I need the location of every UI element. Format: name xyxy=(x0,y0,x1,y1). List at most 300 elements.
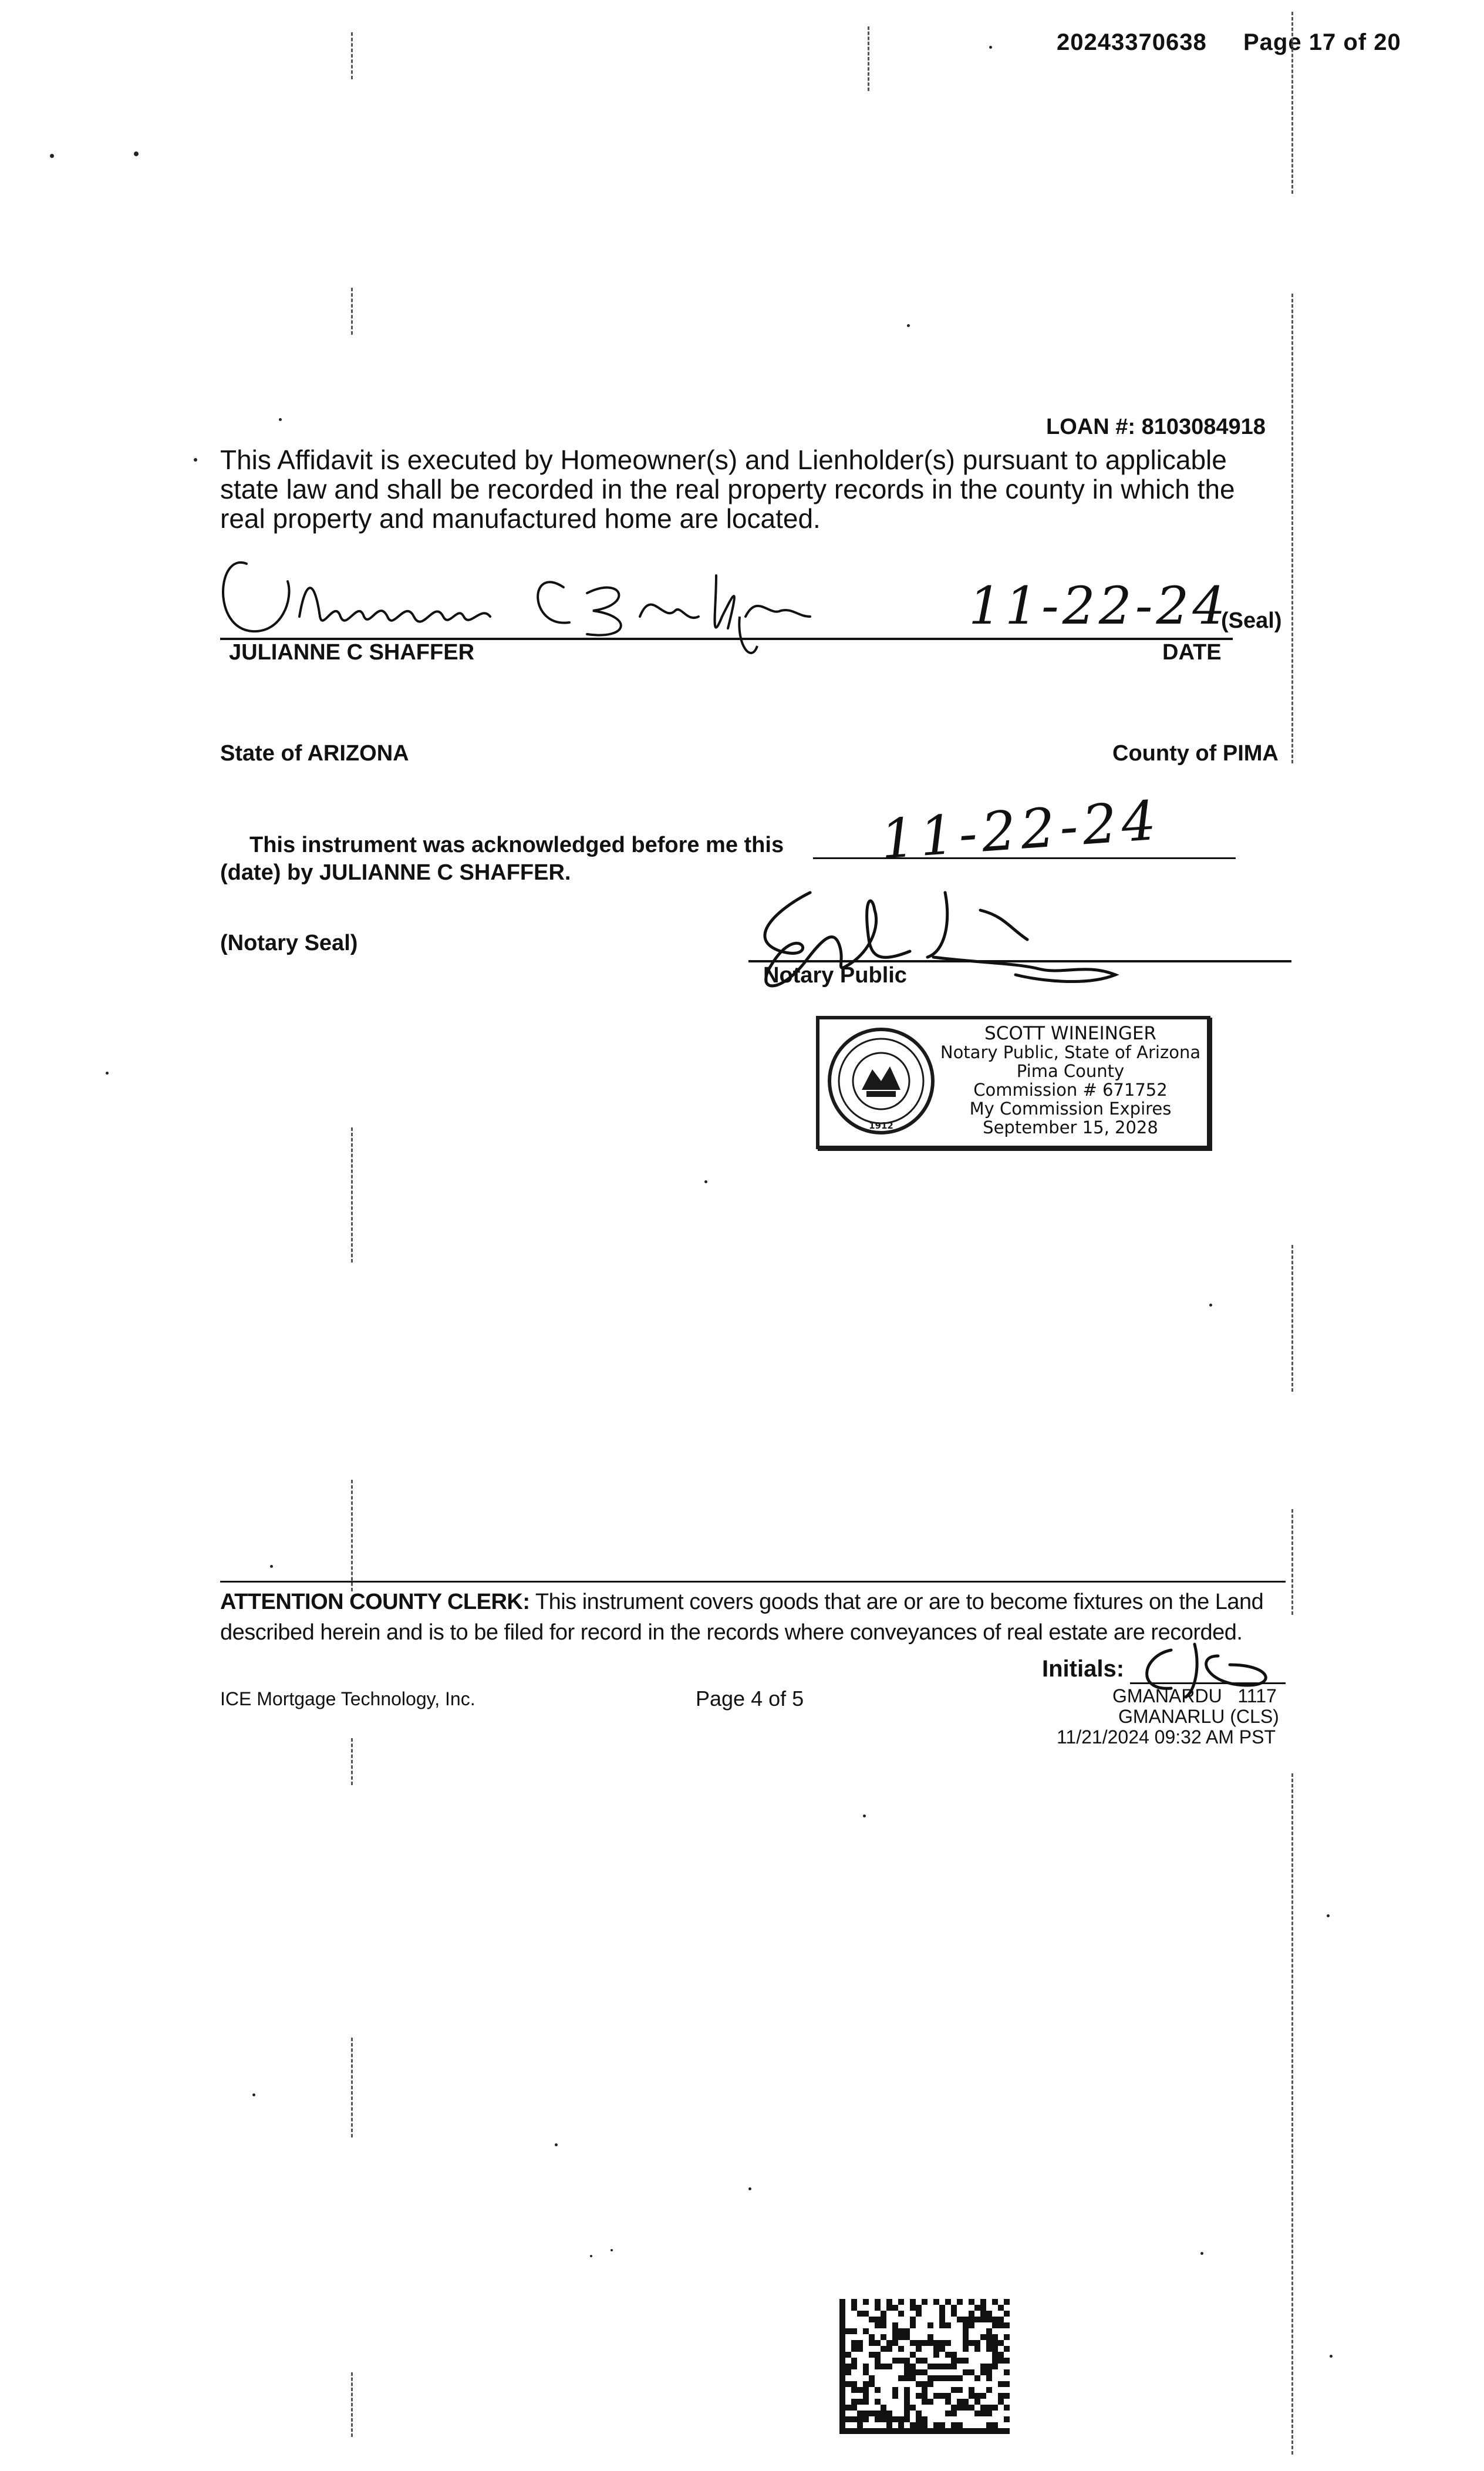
barcode-module xyxy=(886,2305,892,2311)
scan-speck xyxy=(590,2255,592,2257)
affidavit-line-2: state law and shall be recorded in the real property records in the county in which the xyxy=(220,474,1235,504)
acknowledgment-line-1: This instrument was acknowledged before me this xyxy=(249,833,784,857)
barcode-module xyxy=(928,2381,933,2387)
barcode-module xyxy=(898,2375,904,2381)
scan-speck xyxy=(555,2143,558,2146)
barcode-module xyxy=(1004,2393,1010,2399)
barcode-module xyxy=(910,2375,916,2381)
barcode-module xyxy=(916,2358,922,2364)
barcode-module xyxy=(863,2311,869,2317)
barcode-module xyxy=(904,2399,910,2405)
scan-artifact-line xyxy=(351,32,353,79)
barcode-module xyxy=(845,2328,851,2334)
barcode-module xyxy=(963,2346,969,2352)
barcode-module xyxy=(951,2405,957,2411)
barcode-module xyxy=(969,2387,974,2393)
barcode-module xyxy=(957,2299,963,2305)
barcode-module xyxy=(963,2369,969,2375)
barcode-module xyxy=(992,2405,998,2411)
barcode-module xyxy=(957,2317,963,2322)
barcode-module xyxy=(951,2411,957,2416)
barcode-module xyxy=(851,2416,857,2422)
barcode-module xyxy=(928,2399,933,2405)
barcode-module xyxy=(851,2328,857,2334)
barcode-module xyxy=(851,2340,857,2346)
loan-number-line xyxy=(1046,415,1266,440)
barcode-module xyxy=(910,2340,916,2346)
barcode-module xyxy=(892,2322,898,2328)
barcode-module xyxy=(886,2411,892,2416)
barcode-module xyxy=(892,2340,898,2346)
scan-speck xyxy=(748,2187,751,2190)
barcode-module xyxy=(969,2428,974,2434)
barcode-module xyxy=(980,2393,986,2399)
barcode-module xyxy=(951,2364,957,2369)
barcode-module xyxy=(839,2381,845,2387)
barcode-module xyxy=(839,2322,845,2328)
barcode-module xyxy=(904,2393,910,2399)
scan-artifact-line xyxy=(351,1127,353,1263)
barcode-module xyxy=(839,2334,845,2340)
notary-name: SCOTT WINEINGER xyxy=(984,1023,1156,1044)
barcode-module xyxy=(992,2317,998,2322)
barcode-module xyxy=(922,2340,928,2346)
barcode-module xyxy=(998,2317,1004,2322)
barcode-module xyxy=(939,2322,945,2328)
barcode-module xyxy=(933,2422,939,2428)
barcode-module xyxy=(980,2311,986,2317)
scan-speck xyxy=(194,458,197,462)
barcode-module xyxy=(992,2334,998,2340)
barcode-module xyxy=(892,2428,898,2434)
recording-page-label: Page 17 of 20 xyxy=(1243,29,1401,55)
barcode-module xyxy=(992,2428,998,2434)
barcode-module xyxy=(957,2358,963,2364)
notary-stamp-text xyxy=(937,1024,1204,1137)
barcode-module xyxy=(904,2405,910,2411)
scan-artifact-line xyxy=(351,2372,353,2437)
barcode-module xyxy=(863,2381,869,2387)
barcode-module xyxy=(992,2340,998,2346)
barcode-module xyxy=(904,2428,910,2434)
barcode-module xyxy=(839,2411,845,2416)
barcode-module xyxy=(974,2428,980,2434)
barcode-module xyxy=(1004,2416,1010,2422)
barcode-module xyxy=(998,2428,1004,2434)
barcode-module xyxy=(851,2364,857,2369)
footer-page: Page 4 of 5 xyxy=(696,1686,804,1711)
barcode-module xyxy=(875,2416,881,2422)
barcode-module xyxy=(986,2369,992,2375)
barcode-module xyxy=(863,2364,869,2369)
scan-artifact-line xyxy=(1291,1773,1293,2455)
barcode-module xyxy=(922,2381,928,2387)
barcode-module xyxy=(869,2317,875,2322)
notary-commission: Commission # 671752 xyxy=(973,1080,1168,1100)
barcode-module xyxy=(839,2405,845,2411)
barcode-module xyxy=(875,2364,881,2369)
barcode-module xyxy=(986,2387,992,2393)
barcode-module xyxy=(869,2381,875,2387)
barcode-module xyxy=(945,2411,951,2416)
barcode-module xyxy=(998,2358,1004,2364)
barcode-module xyxy=(951,2311,957,2317)
barcode-module xyxy=(974,2375,980,2381)
barcode-module xyxy=(986,2346,992,2352)
barcode-module xyxy=(951,2387,957,2393)
barcode-module xyxy=(933,2352,939,2358)
barcode-module xyxy=(922,2399,928,2405)
barcode-module xyxy=(839,2299,845,2305)
barcode-module xyxy=(998,2305,1004,2311)
barcode-module xyxy=(945,2375,951,2381)
barcode-module xyxy=(857,2346,863,2352)
barcode-module xyxy=(980,2364,986,2369)
barcode-module xyxy=(998,2399,1004,2405)
barcode-module xyxy=(998,2381,1004,2387)
barcode-module xyxy=(974,2305,980,2311)
barcode-module xyxy=(851,2387,857,2393)
clerk-notice-heading: ATTENTION COUNTY CLERK: xyxy=(220,1590,530,1614)
barcode-module xyxy=(904,2416,910,2422)
recording-number: 20243370638 xyxy=(1057,29,1207,55)
barcode-module xyxy=(886,2416,892,2422)
barcode-module xyxy=(957,2375,963,2381)
barcode-module xyxy=(898,2311,904,2317)
scan-speck xyxy=(611,2249,613,2251)
barcode-module xyxy=(869,2340,875,2346)
barcode-module xyxy=(969,2340,974,2346)
barcode-module xyxy=(963,2317,969,2322)
scan-speck xyxy=(1200,2252,1203,2255)
barcode-module xyxy=(881,2411,886,2416)
barcode-module xyxy=(898,2428,904,2434)
barcode-module xyxy=(933,2428,939,2434)
barcode-module xyxy=(928,2340,933,2346)
barcode-module xyxy=(939,2375,945,2381)
barcode-module xyxy=(863,2428,869,2434)
barcode-module xyxy=(875,2322,881,2328)
barcode-module xyxy=(839,2375,845,2381)
barcode-module xyxy=(933,2299,939,2305)
barcode-module xyxy=(980,2405,986,2411)
barcode-module xyxy=(863,2328,869,2334)
barcode-module xyxy=(922,2393,928,2399)
barcode-module xyxy=(886,2340,892,2346)
clerk-notice-text-1: This instrument covers goods that are or are to become fixtures on the Land xyxy=(535,1590,1264,1614)
barcode-module xyxy=(980,2299,986,2305)
barcode-module xyxy=(898,2328,904,2334)
barcode-module xyxy=(904,2358,910,2364)
barcode-module xyxy=(922,2358,928,2364)
barcode-module xyxy=(839,2369,845,2375)
barcode-module xyxy=(857,2416,863,2422)
barcode-module xyxy=(945,2322,951,2328)
barcode-module xyxy=(869,2411,875,2416)
barcode-module xyxy=(910,2317,916,2322)
barcode-module xyxy=(898,2422,904,2428)
barcode-module xyxy=(992,2358,998,2364)
affidavit-line-1: This Affidavit is executed by Homeowner(s) and Lienholder(s) pursuant to applicable xyxy=(220,445,1227,475)
notary-seal-label: (Notary Seal) xyxy=(220,931,358,955)
barcode-module xyxy=(892,2328,898,2334)
barcode-module xyxy=(1004,2381,1010,2387)
barcode-module xyxy=(916,2393,922,2399)
barcode-module xyxy=(875,2340,881,2346)
barcode-module xyxy=(939,2422,945,2428)
scan-speck xyxy=(134,152,139,156)
barcode-module xyxy=(928,2322,933,2328)
barcode-module xyxy=(898,2334,904,2340)
barcode-module xyxy=(1004,2311,1010,2317)
barcode-module xyxy=(939,2393,945,2399)
barcode-module xyxy=(1004,2405,1010,2411)
barcode-module xyxy=(1004,2369,1010,2375)
barcode-module xyxy=(998,2340,1004,2346)
barcode-module xyxy=(945,2393,951,2399)
barcode-module xyxy=(933,2393,939,2399)
barcode-module xyxy=(928,2375,933,2381)
barcode-module xyxy=(886,2299,892,2305)
barcode-module xyxy=(969,2317,974,2322)
barcode-module xyxy=(951,2305,957,2311)
barcode-module xyxy=(945,2364,951,2369)
barcode-module xyxy=(845,2416,851,2422)
barcode-module xyxy=(974,2393,980,2399)
barcode-module xyxy=(992,2352,998,2358)
barcode-module xyxy=(904,2334,910,2340)
barcode-module xyxy=(881,2311,886,2317)
barcode-module xyxy=(845,2405,851,2411)
date-label: DATE xyxy=(1162,640,1222,665)
barcode-module xyxy=(857,2422,863,2428)
county-label: County of PIMA xyxy=(1112,741,1279,766)
barcode-module xyxy=(886,2422,892,2428)
scan-artifact-line xyxy=(868,26,869,91)
barcode-module xyxy=(839,2399,845,2405)
barcode-module xyxy=(839,2364,845,2369)
barcode-module xyxy=(963,2358,969,2364)
barcode-module xyxy=(980,2305,986,2311)
notary-expires-label: My Commission Expires xyxy=(969,1099,1172,1119)
barcode-module xyxy=(945,2299,951,2305)
barcode-module xyxy=(928,2334,933,2340)
barcode-module xyxy=(969,2405,974,2411)
footer-code-1: GMANARDU 1117 xyxy=(1112,1685,1277,1706)
signer-name: JULIANNE C SHAFFER xyxy=(229,640,475,665)
scan-artifact-line xyxy=(351,1738,353,1785)
barcode-module xyxy=(863,2369,869,2375)
barcode-module xyxy=(963,2428,969,2434)
notary-stamp xyxy=(816,1016,1210,1149)
barcode-module xyxy=(974,2399,980,2405)
barcode-module xyxy=(992,2364,998,2369)
document-barcode-icon xyxy=(839,2299,1010,2434)
barcode-module xyxy=(945,2428,951,2434)
barcode-module xyxy=(945,2352,951,2358)
barcode-module xyxy=(1004,2334,1010,2340)
barcode-module xyxy=(898,2416,904,2422)
barcode-module xyxy=(916,2422,922,2428)
barcode-module xyxy=(898,2299,904,2305)
scan-speck xyxy=(50,154,54,158)
barcode-module xyxy=(863,2299,869,2305)
barcode-module xyxy=(986,2411,992,2416)
state-label: State of ARIZONA xyxy=(220,741,409,766)
barcode-module xyxy=(910,2352,916,2358)
barcode-module xyxy=(916,2428,922,2434)
barcode-module xyxy=(945,2340,951,2346)
barcode-module xyxy=(992,2346,998,2352)
scan-artifact-line xyxy=(1291,12,1293,194)
barcode-module xyxy=(939,2311,945,2317)
clerk-notice-rule xyxy=(220,1581,1286,1583)
barcode-module xyxy=(910,2369,916,2375)
barcode-module xyxy=(969,2311,974,2317)
scan-speck xyxy=(989,46,992,49)
loan-number: 8103084918 xyxy=(1141,415,1266,439)
barcode-module xyxy=(916,2381,922,2387)
barcode-module xyxy=(1004,2428,1010,2434)
barcode-module xyxy=(986,2422,992,2428)
barcode-module xyxy=(980,2411,986,2416)
barcode-module xyxy=(980,2334,986,2340)
barcode-module xyxy=(839,2422,845,2428)
barcode-module xyxy=(910,2422,916,2428)
barcode-module xyxy=(980,2369,986,2375)
barcode-module xyxy=(986,2328,992,2334)
barcode-module xyxy=(963,2322,969,2328)
barcode-module xyxy=(1004,2322,1010,2328)
barcode-module xyxy=(845,2381,851,2387)
barcode-module xyxy=(869,2352,875,2358)
barcode-module xyxy=(951,2422,957,2428)
initials-label: Initials: xyxy=(1042,1656,1125,1682)
barcode-module xyxy=(904,2364,910,2369)
notary-county: Pima County xyxy=(1016,1061,1125,1081)
barcode-module xyxy=(875,2352,881,2358)
barcode-module xyxy=(898,2358,904,2364)
barcode-module xyxy=(875,2317,881,2322)
barcode-module xyxy=(933,2364,939,2369)
notary-title: Notary Public, State of Arizona xyxy=(940,1042,1201,1062)
scan-speck xyxy=(704,1180,707,1183)
barcode-module xyxy=(869,2334,875,2340)
scan-speck xyxy=(106,1072,109,1075)
barcode-module xyxy=(881,2334,886,2340)
barcode-module xyxy=(922,2422,928,2428)
barcode-module xyxy=(910,2305,916,2311)
barcode-module xyxy=(939,2364,945,2369)
barcode-module xyxy=(969,2369,974,2375)
scan-artifact-line xyxy=(1291,1245,1293,1392)
barcode-module xyxy=(857,2311,863,2317)
barcode-module xyxy=(881,2364,886,2369)
barcode-module xyxy=(904,2328,910,2334)
barcode-module xyxy=(904,2411,910,2416)
barcode-module xyxy=(963,2328,969,2334)
barcode-module xyxy=(910,2364,916,2369)
affidavit-line-3: real property and manufactured home are located. xyxy=(220,503,821,534)
barcode-module xyxy=(881,2322,886,2328)
barcode-module xyxy=(998,2352,1004,2358)
barcode-module xyxy=(951,2428,957,2434)
barcode-module xyxy=(933,2340,939,2346)
barcode-module xyxy=(951,2352,957,2358)
barcode-module xyxy=(857,2340,863,2346)
barcode-module xyxy=(922,2299,928,2305)
barcode-module xyxy=(857,2399,863,2405)
barcode-module xyxy=(957,2387,963,2393)
barcode-module xyxy=(986,2311,992,2317)
barcode-module xyxy=(904,2375,910,2381)
barcode-module xyxy=(839,2352,845,2358)
barcode-module xyxy=(892,2387,898,2393)
barcode-module xyxy=(974,2411,980,2416)
scan-artifact-line xyxy=(351,288,353,335)
scan-speck xyxy=(270,1565,273,1568)
barcode-module xyxy=(939,2428,945,2434)
barcode-module xyxy=(951,2358,957,2364)
barcode-module xyxy=(980,2317,986,2322)
barcode-module xyxy=(922,2369,928,2375)
scan-speck xyxy=(252,2093,255,2096)
barcode-module xyxy=(863,2416,869,2422)
barcode-module xyxy=(851,2381,857,2387)
barcode-module xyxy=(986,2375,992,2381)
seal-year: 1912 xyxy=(869,1120,893,1131)
barcode-module xyxy=(851,2428,857,2434)
barcode-module xyxy=(845,2364,851,2369)
barcode-module xyxy=(881,2405,886,2411)
barcode-module xyxy=(886,2346,892,2352)
barcode-module xyxy=(881,2428,886,2434)
notary-signature-line xyxy=(748,960,1291,962)
barcode-module xyxy=(875,2411,881,2416)
barcode-module xyxy=(851,2305,857,2311)
barcode-module xyxy=(839,2346,845,2352)
barcode-module xyxy=(857,2411,863,2416)
barcode-module xyxy=(945,2399,951,2405)
footer-company: ICE Mortgage Technology, Inc. xyxy=(220,1688,475,1709)
barcode-module xyxy=(886,2428,892,2434)
barcode-module xyxy=(980,2428,986,2434)
barcode-module xyxy=(839,2358,845,2364)
seal-label: (Seal) xyxy=(1221,608,1282,633)
barcode-module xyxy=(986,2405,992,2411)
barcode-module xyxy=(845,2369,851,2375)
acknowledgment-date-handwritten: 11-22-24 xyxy=(878,789,1163,871)
barcode-module xyxy=(969,2299,974,2305)
barcode-module xyxy=(892,2416,898,2422)
barcode-module xyxy=(845,2352,851,2358)
barcode-module xyxy=(881,2416,886,2422)
barcode-module xyxy=(963,2340,969,2346)
barcode-module xyxy=(922,2387,928,2393)
footer-code-2: GMANARLU (CLS) xyxy=(1118,1706,1279,1727)
barcode-module xyxy=(986,2317,992,2322)
barcode-module xyxy=(869,2428,875,2434)
barcode-module xyxy=(839,2317,845,2322)
barcode-module xyxy=(863,2411,869,2416)
barcode-module xyxy=(939,2317,945,2322)
barcode-module xyxy=(963,2405,969,2411)
barcode-module xyxy=(1004,2299,1010,2305)
acknowledgment-line-2: (date) by JULIANNE C SHAFFER. xyxy=(220,860,571,885)
barcode-module xyxy=(916,2305,922,2311)
notary-public-label: Notary Public xyxy=(763,963,907,988)
barcode-module xyxy=(839,2311,845,2317)
